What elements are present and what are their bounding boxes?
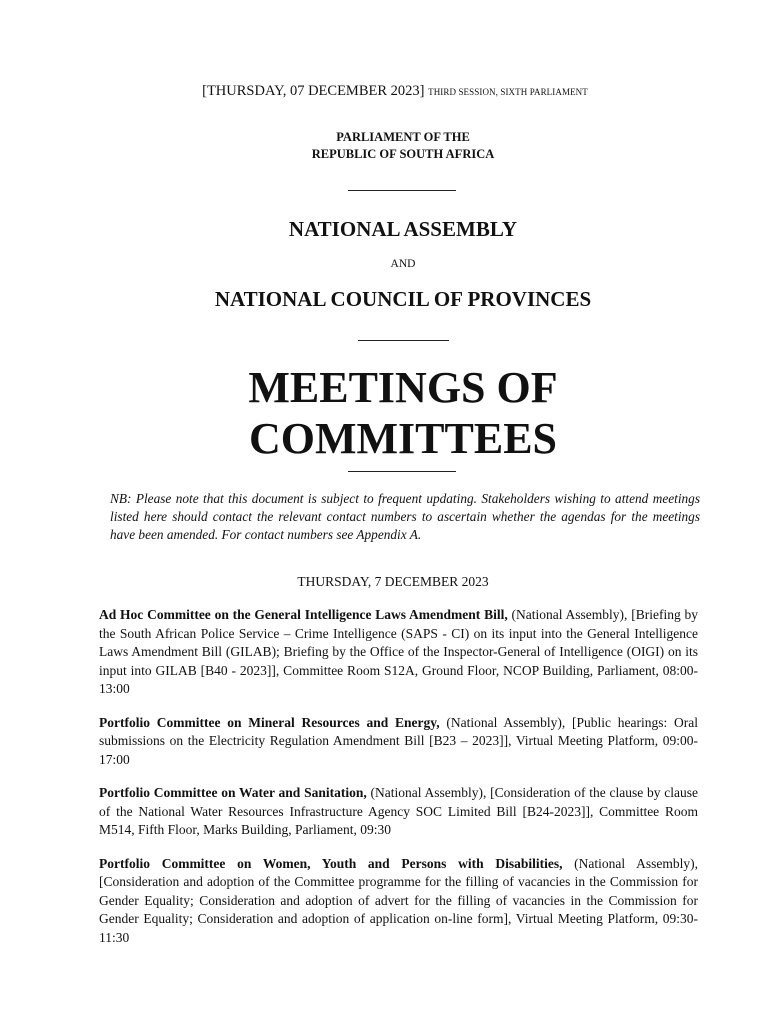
- divider-rule: [348, 190, 456, 191]
- committee-name: Portfolio Committee on Mineral Resources and Energy,: [99, 714, 440, 730]
- header-session: THIRD SESSION, SIXTH PARLIAMENT: [428, 87, 588, 97]
- document-title: [0, 362, 770, 464]
- committee-name: Portfolio Committee on Women, Youth and Persons with Disabilities,: [99, 855, 563, 871]
- meeting-details: (National Assembly), [Consideration and adoption of the Committee programme for the filling of vacancies in the Commission for Gender Equality; Consideration and adoption of advert for the filling of vacancies in the Commission for Gender Equality; Consideration and adoption of application on-line form], Virtual Meeting Platform, 09:30-11:30: [99, 855, 699, 945]
- updating-notice: NB: Please note that this document is subject to frequent updating. Stakeholders wishing to attend meetings listed here should contact the relevant contact numbers to ascertain whether the agendas for the meetings have been amended. For contact numbers see Appendix A.: [110, 491, 700, 542]
- national-assembly-heading: NATIONAL ASSEMBLY: [288, 217, 518, 241]
- meeting-entry: [99, 784, 698, 840]
- meeting-entry: [99, 855, 698, 948]
- parliament-heading: [0, 129, 770, 162]
- meeting-entry: [99, 714, 698, 770]
- ncop-heading: NATIONAL COUNCIL OF PROVINCES: [214, 287, 592, 311]
- meetings-list: [99, 606, 698, 962]
- meeting-entry: [99, 606, 698, 699]
- and-conjunction: AND: [390, 258, 416, 270]
- meeting-details: (National Assembly), [Public hearings: Oral submissions on the Electricity Regulation Amendment Bill [B23 – 2023]], Virtual Meeting Platform, 09:00-17:00: [99, 714, 698, 767]
- committee-name: Portfolio Committee on Water and Sanitation,: [99, 785, 367, 800]
- divider-rule: [348, 471, 456, 472]
- header-date: [THURSDAY, 07 DECEMBER 2023]: [202, 83, 425, 99]
- day-heading: THURSDAY, 7 DECEMBER 2023: [297, 574, 489, 589]
- meeting-details: (National Assembly), [Consideration of the clause by clause of the National Water Resources Infrastructure Agency SOC Limited Bill [B24-2023]], Committee Room M514, Fifth Floor, Marks Building, Parliament, 09:30: [99, 785, 698, 837]
- committee-name: Ad Hoc Committee on the General Intelligence Laws Amendment Bill,: [99, 607, 508, 622]
- parliament-line-2: REPUBLIC OF SOUTH AFRICA: [311, 146, 495, 161]
- meeting-details: (National Assembly), [Briefing by the South African Police Service – Crime Intelligence (SAPS - CI) on its input into the General Intelligence Laws Amendment Bill (GILAB); Briefing by the Office of the Inspector-General of Intelligence (OIGI) on its input into GILAB [B40 - 2023]], Committee Room S12A, Ground Floor, NCOP Building, Parliament, 08:00-13:00: [99, 607, 698, 696]
- parliament-line-1: PARLIAMENT OF THE: [336, 130, 470, 144]
- title-line-2: COMMITTEES: [248, 414, 558, 463]
- title-line-1: MEETINGS OF: [248, 363, 558, 412]
- divider-rule: [358, 340, 449, 341]
- header-dateline: [0, 83, 770, 100]
